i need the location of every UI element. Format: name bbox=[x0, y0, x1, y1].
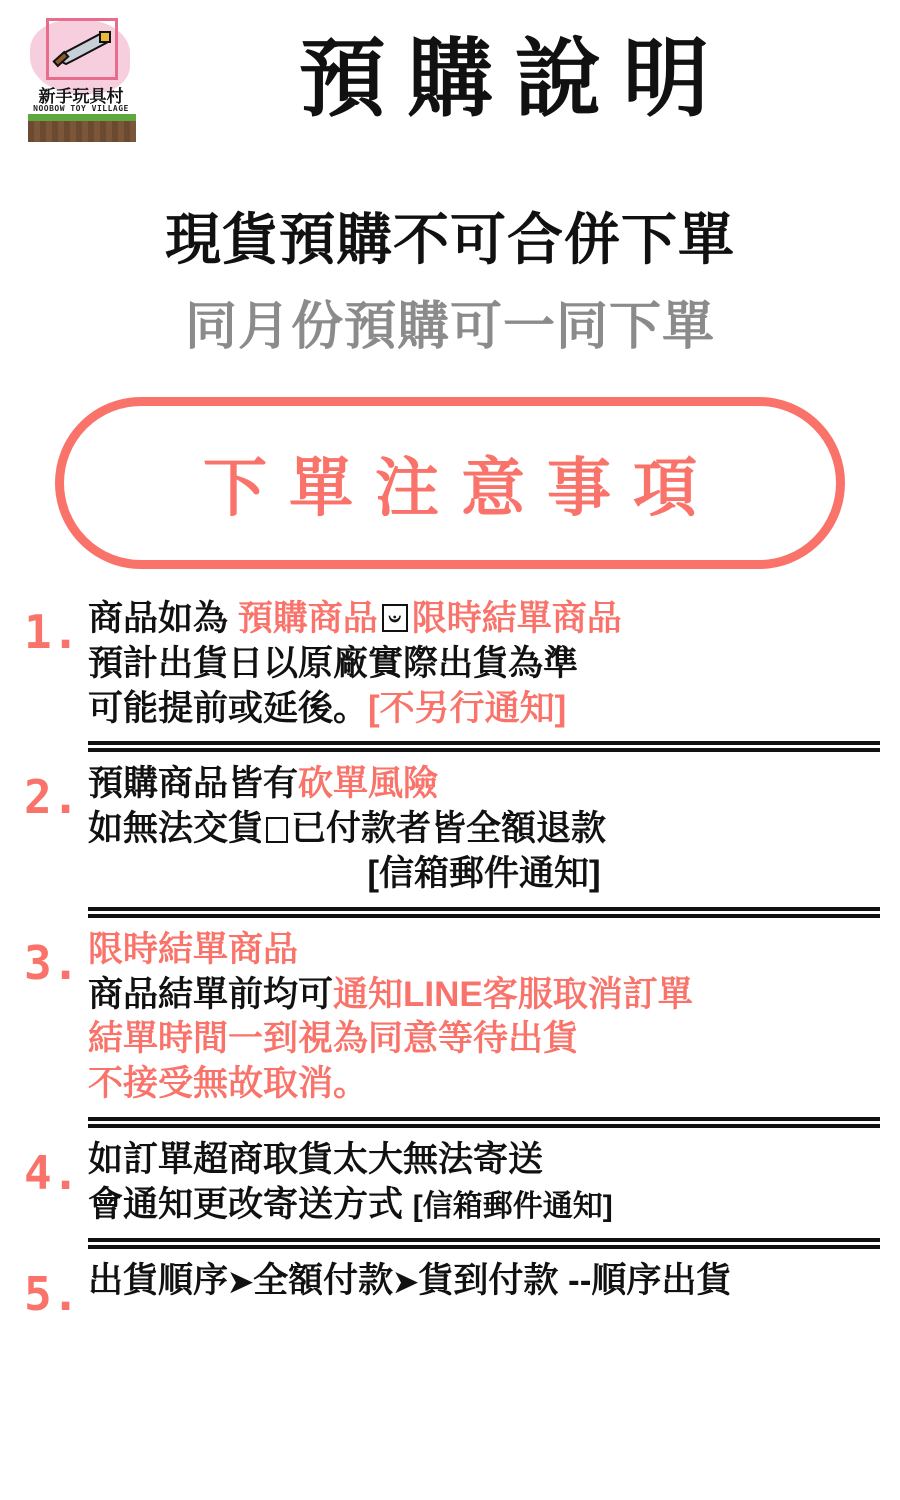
banner-label: 下單注意事項 bbox=[203, 452, 719, 524]
rule-body bbox=[88, 595, 880, 731]
rule-text: 預購商品皆有 bbox=[88, 764, 299, 804]
logo-ground-shape bbox=[28, 114, 136, 142]
rule-text: 如無法交貨 bbox=[88, 809, 264, 849]
rule-item bbox=[24, 760, 880, 896]
rule-line bbox=[88, 597, 880, 642]
sword-icon bbox=[50, 30, 116, 68]
box-glyph-icon: 𝄑 bbox=[382, 604, 408, 632]
page-title: 預購說明 bbox=[299, 31, 731, 127]
brand-subtitle: NOOBOW TOY VILLAGE bbox=[33, 104, 129, 113]
rule-text: 全額付款 bbox=[253, 1260, 394, 1300]
rule-divider bbox=[88, 741, 880, 752]
rule-text: 限時結單商品 bbox=[88, 929, 299, 969]
rule-body bbox=[88, 1136, 880, 1228]
brand-logo bbox=[22, 16, 140, 142]
rule-text: 預計出貨日以原廠實際出貨為準 bbox=[88, 643, 579, 683]
rule-text: 貨到付款 --順序出貨 bbox=[418, 1260, 732, 1300]
rule-body bbox=[88, 760, 880, 896]
rule-text: 結單時間一到視為同意等待出貨 bbox=[88, 1019, 579, 1059]
subheading-primary: 現貨預購不可合併下單 bbox=[165, 208, 735, 271]
rule-number: 4. bbox=[24, 1145, 80, 1200]
rule-text: 已付款者皆全額退款 bbox=[291, 809, 607, 849]
banner-container bbox=[0, 397, 900, 569]
rule-line bbox=[88, 1183, 880, 1228]
rule-divider bbox=[88, 1117, 880, 1128]
rule-line bbox=[88, 807, 880, 852]
rule-line bbox=[88, 642, 880, 687]
brand-name: 新手玩具村 bbox=[38, 87, 124, 106]
rule-text: [信箱郵件通知] bbox=[412, 1189, 613, 1223]
rule-text: [信箱郵件通知] bbox=[367, 853, 601, 893]
rule-divider bbox=[88, 1238, 880, 1249]
blank-box-icon bbox=[266, 817, 288, 843]
rule-text: 商品結單前均可 bbox=[88, 974, 334, 1014]
rule-item bbox=[24, 1257, 880, 1321]
rule-number: 3. bbox=[24, 935, 80, 990]
rule-item bbox=[24, 595, 880, 731]
rule-text: ➤ bbox=[228, 1265, 254, 1299]
rule-text: 不接受無故取消。 bbox=[88, 1064, 369, 1104]
rule-number: 5. bbox=[24, 1266, 80, 1321]
rule-body bbox=[88, 926, 880, 1107]
rule-line bbox=[88, 1259, 880, 1304]
rule-text: 可能提前或延後。 bbox=[88, 688, 369, 728]
rule-body bbox=[88, 1257, 880, 1304]
page-header bbox=[0, 0, 900, 140]
rule-text: [不另行通知] bbox=[368, 688, 567, 728]
rule-line bbox=[88, 687, 880, 732]
rule-number: 2. bbox=[24, 770, 80, 825]
rule-item bbox=[24, 1136, 880, 1228]
rule-line bbox=[88, 1062, 880, 1107]
rule-line bbox=[88, 973, 880, 1018]
rule-item bbox=[24, 926, 880, 1107]
rule-text: 通知LINE客服取消訂單 bbox=[333, 974, 693, 1014]
subheading-secondary: 同月份預購可一同下單 bbox=[184, 298, 715, 356]
rule-text: ➤ bbox=[393, 1265, 419, 1299]
rule-text: 如訂單超商取貨太大無法寄送 bbox=[88, 1139, 544, 1179]
rule-line bbox=[88, 762, 880, 807]
rules-list bbox=[0, 595, 900, 1321]
rule-text: 砍單風險 bbox=[298, 764, 439, 804]
rule-number: 1. bbox=[24, 605, 80, 659]
rule-line bbox=[88, 1138, 880, 1183]
rule-text: 會通知更改寄送方式 bbox=[88, 1184, 413, 1224]
rule-line bbox=[88, 852, 880, 897]
rule-text: 限時結單商品 bbox=[411, 599, 622, 638]
rule-text: 預購商品 bbox=[237, 599, 378, 638]
rule-line bbox=[88, 928, 880, 973]
rule-line bbox=[88, 1017, 880, 1062]
rule-divider bbox=[88, 907, 880, 918]
notice-banner bbox=[55, 397, 845, 569]
rule-text: 商品如為 bbox=[88, 599, 238, 638]
rule-text: 出貨順序 bbox=[88, 1260, 229, 1300]
